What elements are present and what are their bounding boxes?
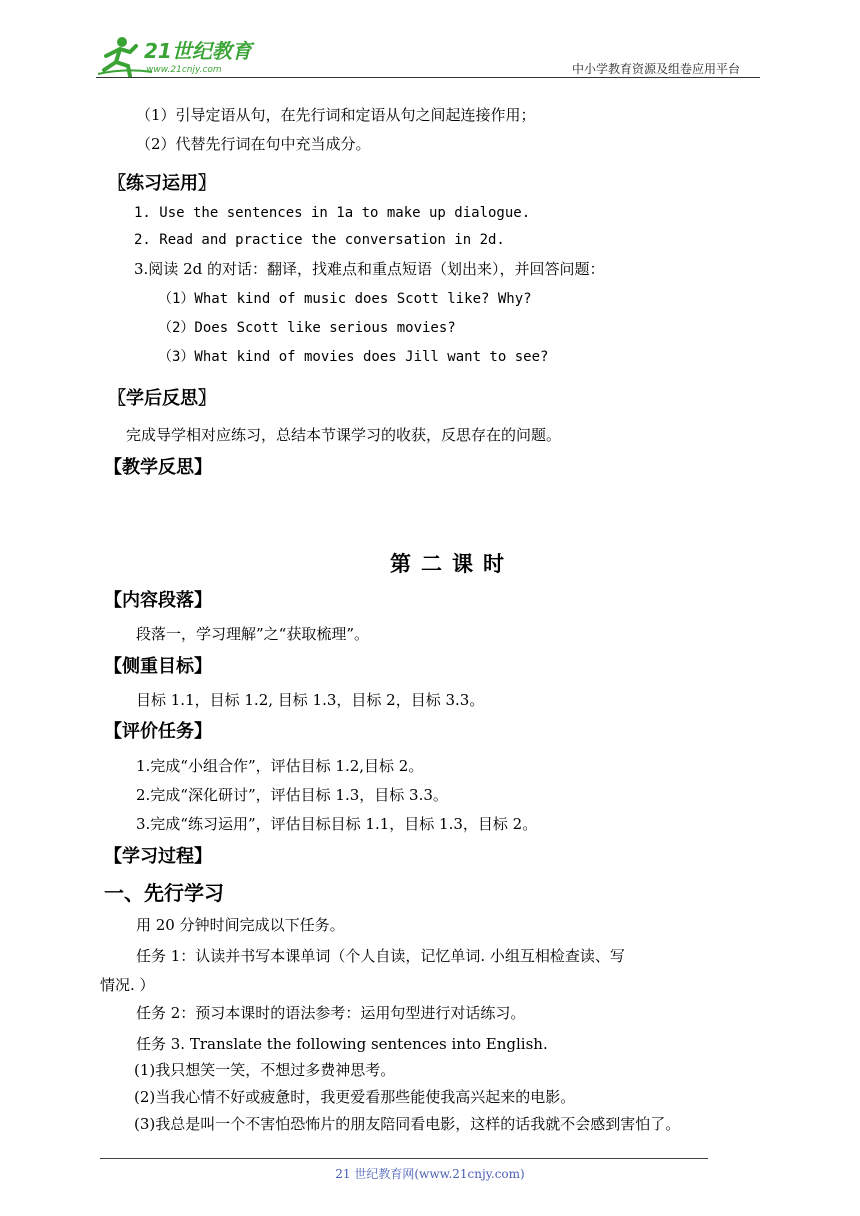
section-heading-teaching-reflection: 【教学反思】 — [104, 457, 212, 478]
runner-logo-icon — [96, 34, 266, 78]
section-heading-practice: 〖练习运用〗 — [108, 173, 216, 194]
task-text: 用 20 分钟时间完成以下任务。 — [136, 916, 345, 934]
site-logo — [96, 34, 266, 78]
platform-name: 中小学教育资源及组卷应用平台 — [572, 62, 741, 76]
logo-url: www.21cnjy.com — [146, 65, 222, 75]
evaluation-item: 3.完成“练习运用”，评估目标目标 1.1，目标 1.3，目标 2。 — [136, 815, 538, 833]
question-item: （3）What kind of movies does Jill want to see? — [158, 349, 549, 365]
question-item: （1）What kind of music does Scott like? Why? — [158, 291, 532, 307]
question-item: （2）Does Scott like serious movies? — [158, 320, 456, 336]
section-heading-reflection: 〖学后反思〗 — [108, 388, 216, 409]
lesson-title: 第二课时 — [390, 552, 514, 576]
task-text: 情况. ） — [100, 976, 155, 994]
paragraph-line: （2）代替先行词在句中充当成分。 — [136, 135, 371, 153]
translation-item: (2)当我心情不好或疲惫时，我更爱看那些能使我高兴起来的电影。 — [134, 1088, 576, 1106]
practice-item: 1. Use the sentences in 1a to make up dialogue. — [134, 205, 531, 221]
section-heading-evaluation: 【评价任务】 — [104, 721, 212, 742]
reflection-text: 完成导学相对应练习，总结本节课学习的收获，反思存在的问题。 — [126, 426, 562, 444]
footer-link[interactable]: 21 世纪教育网(www.21cnjy.com) — [335, 1167, 525, 1181]
focus-text: 目标 1.1，目标 1.2, 目标 1.3，目标 2，目标 3.3。 — [136, 691, 485, 709]
task-text: 任务 2：预习本课时的语法参考：运用句型进行对话练习。 — [136, 1004, 526, 1022]
header-divider — [96, 77, 760, 78]
subsection-heading: 一、先行学习 — [104, 881, 224, 905]
section-heading-process: 【学习过程】 — [104, 846, 212, 867]
translation-item: (3)我总是叫一个不害怕恐怖片的朋友陪同看电影，这样的话我就不会感到害怕了。 — [134, 1115, 681, 1133]
translation-item: (1)我只想笑一笑，不想过多费神思考。 — [134, 1061, 396, 1079]
content-text: 段落一，学习理解”之“获取梳理”。 — [136, 625, 370, 643]
evaluation-item: 2.完成“深化研讨”，评估目标 1.3，目标 3.3。 — [136, 786, 448, 804]
task-text: 任务 3. Translate the following sentences into English. — [136, 1035, 548, 1053]
practice-item: 2. Read and practice the conversation in 2d. — [134, 232, 505, 248]
section-heading-focus: 【侧重目标】 — [104, 656, 212, 677]
evaluation-item: 1.完成“小组合作”，评估目标 1.2,目标 2。 — [136, 757, 424, 775]
practice-item: 3.阅读 2d 的对话：翻译，找难点和重点短语（划出来），并回答问题： — [134, 260, 605, 278]
section-heading-content: 【内容段落】 — [104, 590, 212, 611]
paragraph-line: （1）引导定语从句，在先行词和定语从句之间起连接作用； — [136, 106, 536, 124]
task-text: 任务 1：认读并书写本课单词（个人自读，记忆单词. 小组互相检查读、写 — [136, 947, 625, 965]
footer-divider — [100, 1158, 708, 1159]
logo-text: 21世纪教育 — [144, 39, 252, 63]
